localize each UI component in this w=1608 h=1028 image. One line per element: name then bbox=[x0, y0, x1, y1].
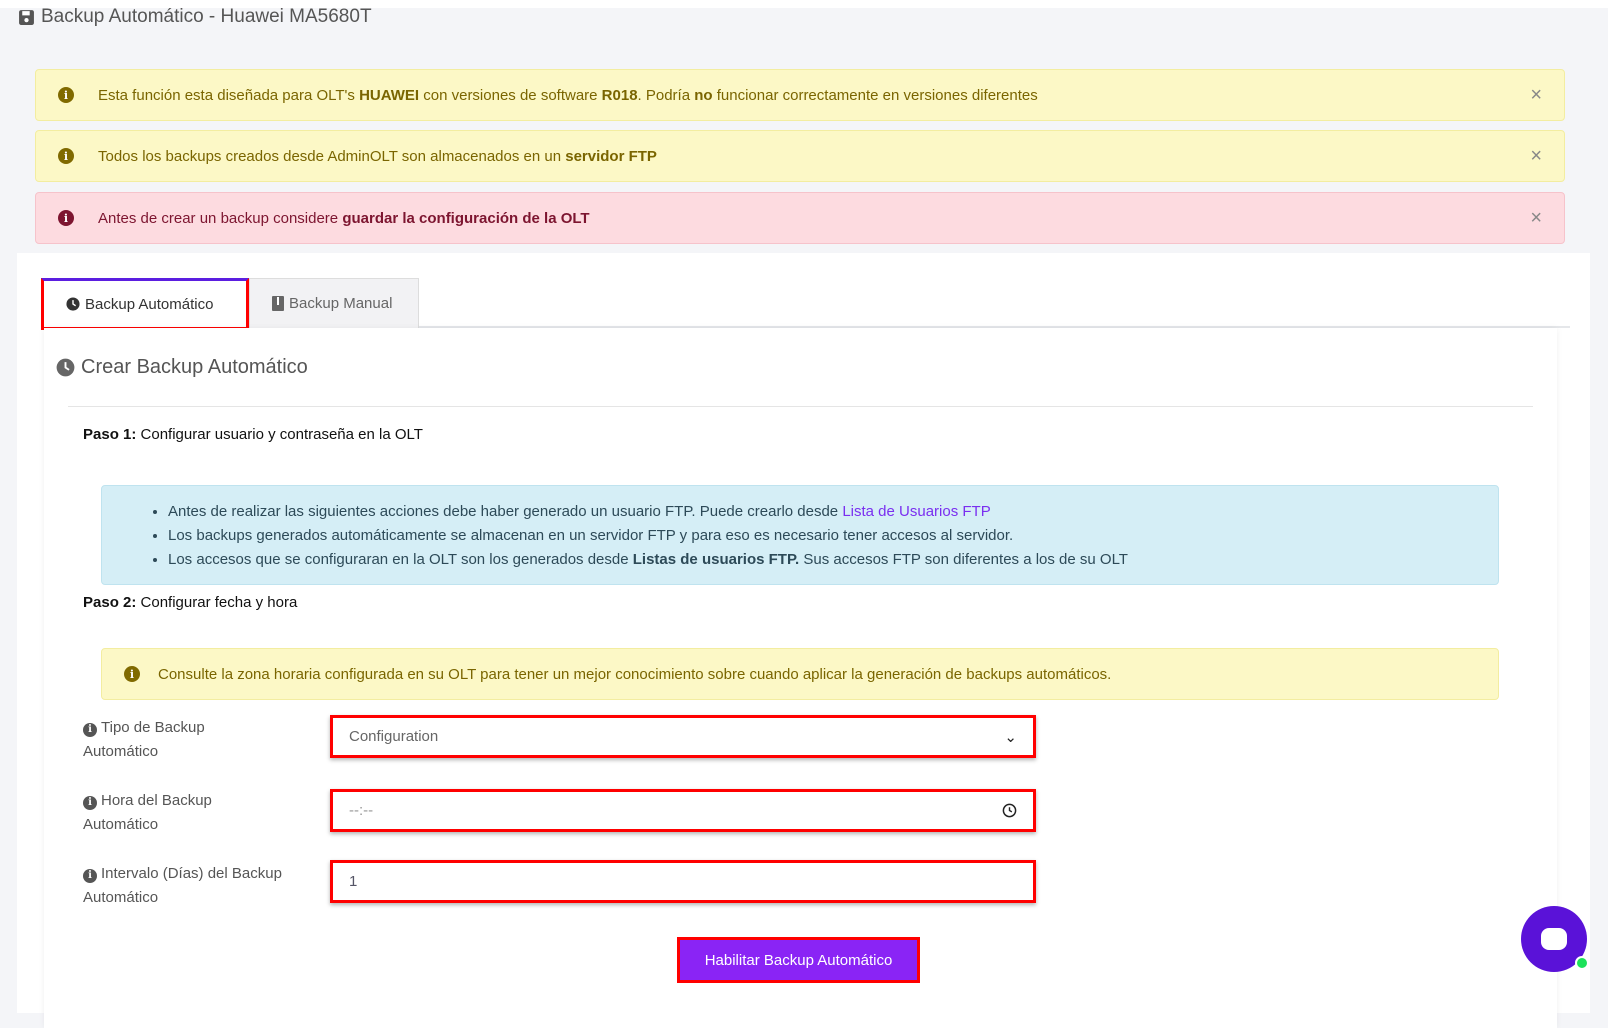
backup-time-input[interactable]: --:-- bbox=[330, 789, 1036, 832]
info-item: • Los backups generados automáticamente se almacenan en un servidor FTP y para eso es necesario tener accesos al servidor. bbox=[168, 524, 1498, 548]
chat-bubble-icon bbox=[1541, 928, 1567, 950]
step-2-label: Paso 2: Configurar fecha y hora bbox=[83, 594, 298, 611]
info-icon: i bbox=[58, 210, 74, 226]
floppy-disk-icon bbox=[18, 9, 35, 26]
clock-icon[interactable] bbox=[1002, 803, 1017, 818]
info-icon: i bbox=[83, 796, 97, 810]
backup-card bbox=[17, 253, 1590, 1013]
info-item: • Antes de realizar las siguientes acciones debe haber generado un usuario FTP. Puede crearlo desde Lista de Usuarios FTP bbox=[168, 500, 1498, 524]
info-icon: i bbox=[58, 87, 74, 103]
ftp-users-link[interactable]: Lista de Usuarios FTP bbox=[842, 503, 991, 520]
interval-input[interactable]: 1 bbox=[330, 860, 1036, 903]
section-title: Crear Backup Automático bbox=[56, 356, 308, 379]
close-icon[interactable]: × bbox=[1530, 144, 1542, 167]
timezone-notice: i Consulte la zona horaria configurada en su OLT para tener un mejor conocimiento sobre cuando aplicar la generación de backups automáticos. bbox=[101, 648, 1499, 700]
online-status-dot bbox=[1575, 956, 1589, 970]
clock-icon bbox=[56, 358, 75, 377]
info-icon: i bbox=[83, 723, 97, 737]
automatic-backup-panel bbox=[44, 328, 1557, 1028]
alert-huawei-version bbox=[35, 69, 1565, 121]
interval-label: i Intervalo (Días) del Backup Automático bbox=[83, 865, 282, 906]
ftp-info-box bbox=[101, 485, 1499, 585]
clock-icon bbox=[66, 297, 80, 311]
alert-text: Todos los backups creados desde AdminOLT son almacenados en un servidor FTP bbox=[98, 147, 657, 165]
tab-bar bbox=[41, 278, 1570, 328]
alert-text: Antes de crear un backup considere guardar la configuración de la OLT bbox=[98, 209, 590, 227]
info-icon: i bbox=[124, 666, 140, 682]
info-icon: i bbox=[83, 869, 97, 883]
tab-backup-automatico[interactable]: Backup Automático bbox=[41, 278, 249, 330]
tab-backup-manual[interactable]: Backup Manual bbox=[249, 278, 419, 328]
info-item: • Los accesos que se configuraran en la OLT son los generados desde Listas de usuarios FTP. Sus accesos FTP son diferentes a los de su OLT bbox=[168, 548, 1498, 572]
backup-time-label: i Hora del Backup Automático bbox=[83, 792, 212, 833]
alert-ftp-storage bbox=[35, 130, 1565, 182]
chat-widget-button[interactable] bbox=[1521, 906, 1587, 972]
chevron-down-icon: ⌄ bbox=[1004, 728, 1017, 746]
divider bbox=[68, 406, 1533, 407]
page-title: Backup Automático - Huawei MA5680T bbox=[18, 6, 372, 28]
close-icon[interactable]: × bbox=[1530, 83, 1542, 106]
file-zip-icon bbox=[272, 296, 284, 311]
backup-type-select[interactable]: Configuration ⌄ bbox=[330, 715, 1036, 758]
alert-text: Esta función esta diseñada para OLT's HUAWEI con versiones de software R018. Podría no funcionar correctamente en versiones diferentes bbox=[98, 86, 1038, 104]
info-icon: i bbox=[58, 148, 74, 164]
step-1-label: Paso 1: Configurar usuario y contraseña en la OLT bbox=[83, 426, 423, 443]
enable-auto-backup-button[interactable]: Habilitar Backup Automático bbox=[677, 937, 920, 983]
close-icon[interactable]: × bbox=[1530, 206, 1542, 229]
alert-save-config bbox=[35, 192, 1565, 244]
backup-type-label: i Tipo de Backup Automático bbox=[83, 719, 205, 760]
